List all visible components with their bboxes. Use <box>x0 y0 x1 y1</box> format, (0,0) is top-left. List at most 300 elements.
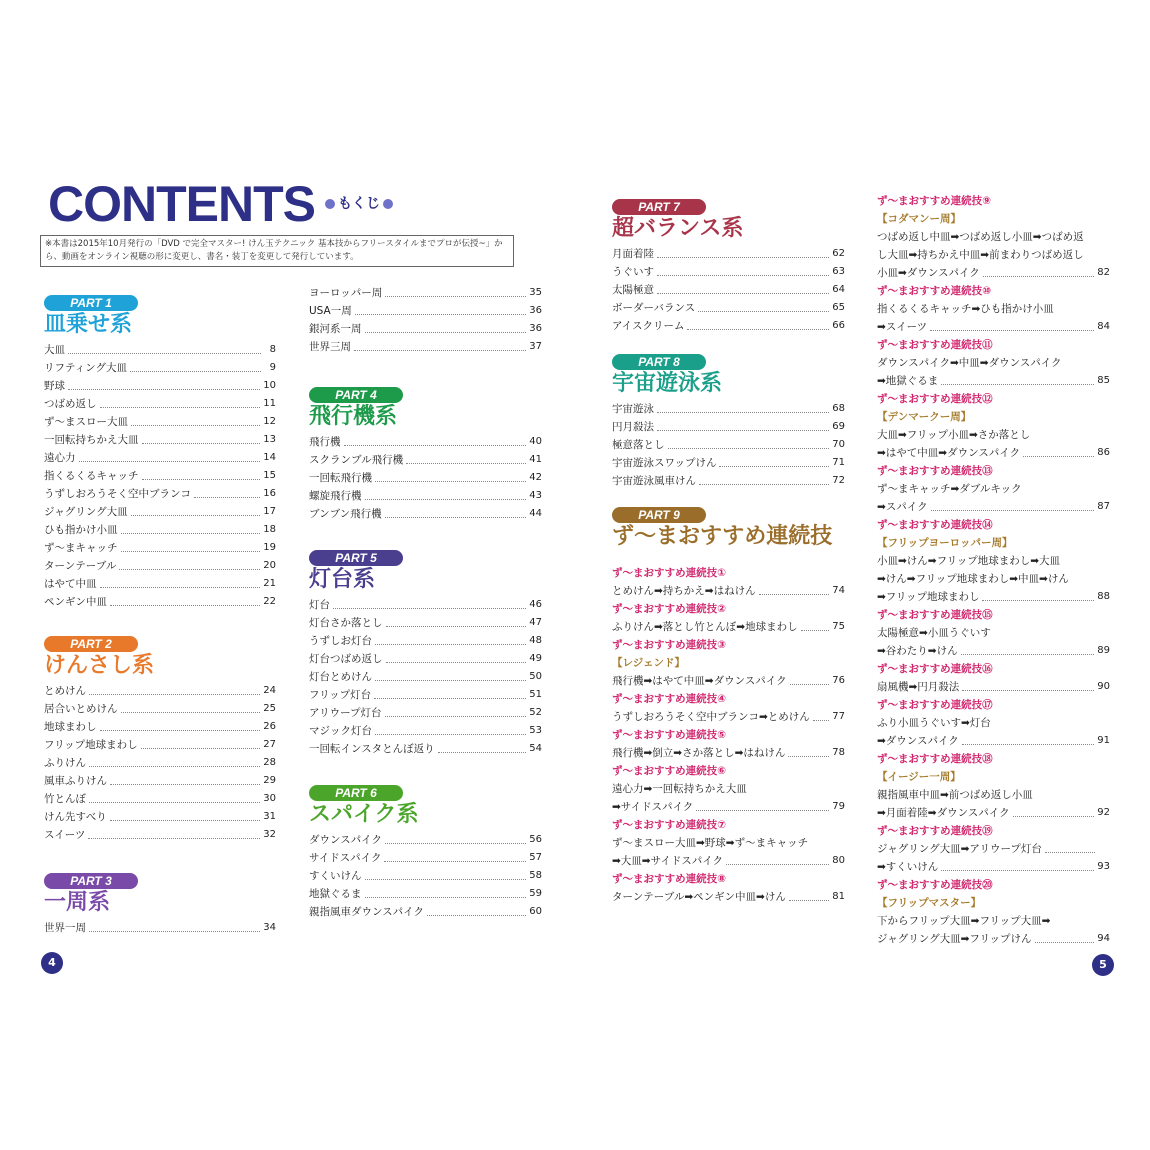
toc-entry-label: ふりけん➡落とし竹とんぼ➡地球まわし <box>612 621 798 633</box>
toc-entry[interactable] <box>309 632 542 650</box>
toc-section <box>44 633 276 844</box>
toc-entry-page: 9 <box>269 362 276 373</box>
toc-entry[interactable] <box>612 418 845 436</box>
toc-entry[interactable] <box>612 744 845 762</box>
toc-entry[interactable] <box>309 668 542 686</box>
section-title: 宇宙遊泳系 <box>612 371 723 396</box>
dot-leader <box>354 350 526 351</box>
toc-entry-page: 25 <box>263 703 276 714</box>
toc-entry-label: 極意落とし <box>612 439 665 451</box>
dot-leader <box>962 690 1094 691</box>
toc-entry[interactable] <box>44 431 276 449</box>
toc-entry-label: サイドスパイク <box>309 852 382 864</box>
toc-entry[interactable] <box>877 588 1110 606</box>
toc-entry-label: 竹とんぼ <box>44 793 86 805</box>
toc-entry-label: アイスクリーム <box>612 320 685 332</box>
toc-entry-page: 90 <box>1097 681 1110 692</box>
dot-leader <box>1013 816 1095 817</box>
toc-entry-label: USA一周 <box>309 305 352 317</box>
toc-entry-page: 68 <box>832 403 845 414</box>
dot-leader <box>930 330 1094 331</box>
section-title: 皿乗せ系 <box>44 312 133 337</box>
toc-entry-label: 大皿 <box>44 344 65 356</box>
toc-entry[interactable] <box>309 849 542 867</box>
toc-entry-page: 94 <box>1097 933 1110 944</box>
toc-entry[interactable] <box>309 284 542 302</box>
dot-leader <box>961 654 1095 655</box>
toc-section <box>44 292 276 611</box>
combo-line: ず～まキャッチ➡ダブルキック <box>877 483 1022 495</box>
toc-entry-label: 地獄ぐるま <box>309 888 362 900</box>
toc-entry[interactable] <box>44 521 276 539</box>
toc-entry-label: 灯台さか落とし <box>309 617 383 629</box>
toc-entry-label: うずしお灯台 <box>309 635 372 647</box>
toc-entry-page: 31 <box>263 811 276 822</box>
dot-leader <box>384 861 526 862</box>
part-badge: PART 9 <box>612 507 706 523</box>
toc-entry-page: 48 <box>529 635 542 646</box>
toc-section <box>612 504 845 550</box>
section-title: 飛行機系 <box>309 404 398 429</box>
toc-section <box>612 351 845 490</box>
toc-entry[interactable] <box>309 302 542 320</box>
toc-entry[interactable] <box>44 503 276 521</box>
combo-heading: ず～まおすすめ連続技⑧ <box>612 873 726 885</box>
dot-leader <box>142 443 261 444</box>
toc-column-3 <box>612 196 845 906</box>
toc-entry[interactable] <box>44 467 276 485</box>
dot-leader <box>657 412 829 413</box>
toc-entry[interactable] <box>309 885 542 903</box>
toc-entry-label: 小皿➡ダウンスパイク <box>877 267 980 279</box>
combo-heading: ず～まおすすめ連続技⑬ <box>877 465 993 477</box>
dot-leader <box>194 497 260 498</box>
toc-entry[interactable] <box>309 596 542 614</box>
section-title: けんさし系 <box>44 653 155 678</box>
toc-entry-label: ジャグリング大皿➡アリウープ灯台 <box>877 843 1042 855</box>
toc-entry[interactable] <box>44 395 276 413</box>
toc-column-2 <box>309 284 542 935</box>
toc-entry[interactable] <box>309 320 542 338</box>
toc-entry-page: 43 <box>529 490 542 501</box>
toc-entry-page: 52 <box>529 707 542 718</box>
dot-leader <box>374 698 526 699</box>
dot-leader <box>119 569 260 570</box>
toc-entry[interactable] <box>877 930 1110 948</box>
toc-entry[interactable] <box>309 686 542 704</box>
toc-entry-page: 70 <box>832 439 845 450</box>
toc-entry-page: 37 <box>529 341 542 352</box>
part-badge: PART 1 <box>44 295 138 311</box>
toc-entry-page: 17 <box>263 506 276 517</box>
toc-entry[interactable] <box>612 708 845 726</box>
dot-leader <box>375 734 526 735</box>
toc-entry-label: 飛行機 <box>309 436 341 448</box>
dot-leader <box>982 600 1094 601</box>
dot-leader <box>110 784 260 785</box>
dot-leader <box>385 296 526 297</box>
toc-entry[interactable] <box>44 919 276 937</box>
dot-leader <box>121 533 261 534</box>
toc-entry[interactable] <box>309 451 542 469</box>
toc-section <box>309 284 542 356</box>
toc-entry[interactable] <box>44 700 276 718</box>
dot-leader <box>385 716 527 717</box>
toc-entry[interactable] <box>44 575 276 593</box>
toc-entry-label: スクランブル飛行機 <box>309 454 404 466</box>
toc-entry-label: はやて中皿 <box>44 578 97 590</box>
toc-entry[interactable] <box>612 672 845 690</box>
toc-entry-page: 71 <box>832 457 845 468</box>
dot-leader <box>100 730 261 731</box>
dot-leader <box>100 407 261 408</box>
toc-entry-label: リフティング大皿 <box>44 362 127 374</box>
dot-leader <box>657 275 829 276</box>
toc-entry[interactable] <box>877 858 1110 876</box>
toc-entry-label: フリップ灯台 <box>309 689 372 701</box>
toc-entry[interactable] <box>44 808 276 826</box>
toc-entry[interactable] <box>612 852 845 870</box>
dot-icon <box>325 199 335 209</box>
part-badge: PART 4 <box>309 387 403 403</box>
toc-section <box>309 384 542 523</box>
dot-leader <box>131 515 261 516</box>
toc-entry[interactable] <box>877 642 1110 660</box>
combo-subtitle: 【イージー一周】 <box>877 771 961 783</box>
part-badge: PART 6 <box>309 785 403 801</box>
combo-line: ➡けん➡フリップ地球まわし➡中皿➡けん <box>877 573 1069 585</box>
toc-entry-label: 扇風機➡円月殺法 <box>877 681 960 693</box>
dot-leader <box>142 479 261 480</box>
toc-entry[interactable] <box>309 338 542 356</box>
combo-heading: ず～まおすすめ連続技③ <box>612 639 726 651</box>
toc-entry[interactable] <box>309 487 542 505</box>
toc-entry-page: 69 <box>832 421 845 432</box>
dot-leader <box>68 389 260 390</box>
toc-entry-label: ず～まスロー大皿 <box>44 416 128 428</box>
toc-entry-label: 宇宙遊泳 <box>612 403 654 415</box>
toc-entry-page: 58 <box>529 870 542 881</box>
toc-entry-label: ➡ダウンスパイク <box>877 735 959 747</box>
toc-entry[interactable] <box>612 888 845 906</box>
toc-entry[interactable] <box>877 732 1110 750</box>
part-badge: PART 2 <box>44 636 138 652</box>
toc-entry-page: 80 <box>832 855 845 866</box>
toc-section <box>309 782 542 921</box>
combo-heading: ず～まおすすめ連続技① <box>612 567 726 579</box>
toc-entry[interactable] <box>309 867 542 885</box>
toc-entry-label: ダウンスパイク <box>309 834 382 846</box>
combo-heading: ず～まおすすめ連続技⑰ <box>877 699 993 711</box>
combo-heading: ず～まおすすめ連続技④ <box>612 693 726 705</box>
toc-column-1 <box>44 292 276 951</box>
dot-leader <box>941 384 1094 385</box>
toc-entry-page: 66 <box>832 320 845 331</box>
toc-entry-label: ➡サイドスパイク <box>612 801 694 813</box>
dot-leader <box>130 371 261 372</box>
toc-entry-page: 32 <box>263 829 276 840</box>
dot-leader <box>100 587 261 588</box>
toc-entry-label: つばめ返し <box>44 398 97 410</box>
dot-leader <box>698 311 829 312</box>
toc-entry[interactable] <box>309 505 542 523</box>
part-badge: PART 7 <box>612 199 706 215</box>
toc-entry-label: ず～まキャッチ <box>44 542 118 554</box>
combo-line: 大皿➡フリップ小皿➡さか落とし <box>877 429 1031 441</box>
toc-entry[interactable] <box>877 804 1110 822</box>
toc-entry-page: 77 <box>832 711 845 722</box>
toc-entry[interactable] <box>44 682 276 700</box>
combo-heading: ず～まおすすめ連続技⑫ <box>877 393 993 405</box>
toc-entry[interactable] <box>309 704 542 722</box>
toc-entry-label: 灯台 <box>309 599 330 611</box>
dot-leader <box>68 353 261 354</box>
toc-entry-label: 一回転持ちかえ大皿 <box>44 434 139 446</box>
toc-entry-label: 野球 <box>44 380 65 392</box>
dot-leader <box>657 430 829 431</box>
toc-entry-label: とめけん➡持ちかえ➡はねけん <box>612 585 756 597</box>
toc-entry[interactable] <box>44 413 276 431</box>
toc-entry-page: 14 <box>263 452 276 463</box>
dot-leader <box>110 820 260 821</box>
dot-leader <box>365 499 527 500</box>
toc-entry-page: 76 <box>832 675 845 686</box>
combo-line: ダウンスパイク➡中皿➡ダウンスパイク <box>877 357 1062 369</box>
dot-leader <box>726 864 829 865</box>
toc-section <box>44 870 276 937</box>
dot-leader <box>365 879 527 880</box>
toc-entry[interactable] <box>612 454 845 472</box>
dot-leader <box>813 720 829 721</box>
dot-leader <box>668 448 830 449</box>
combo-line: 太陽極意➡小皿うぐいす <box>877 627 991 639</box>
combo-line: ず～まスロー大皿➡野球➡ず～まキャッチ <box>612 837 809 849</box>
toc-entry[interactable] <box>612 618 845 636</box>
toc-entry-label: 月面着陸 <box>612 248 654 260</box>
toc-entry-label: 居合いとめけん <box>44 703 118 715</box>
toc-entry-label: ➡はやて中皿➡ダウンスパイク <box>877 447 1021 459</box>
toc-entry-page: 74 <box>832 585 845 596</box>
toc-entry-page: 56 <box>529 834 542 845</box>
combo-heading: ず～まおすすめ連続技⑨ <box>877 195 991 207</box>
toc-entry-label: 銀河系一周 <box>309 323 362 335</box>
combo-subtitle: 【フリップヨーロッパー周】 <box>877 537 1013 549</box>
toc-entry-page: 81 <box>832 891 845 902</box>
combo-heading: ず～まおすすめ連続技⑭ <box>877 519 993 531</box>
dot-leader <box>89 931 260 932</box>
combo-subtitle: 【フリップマスター】 <box>877 897 982 909</box>
combo-line: 小皿➡けん➡フリップ地球まわし➡大皿 <box>877 555 1061 567</box>
toc-entry-page: 36 <box>529 305 542 316</box>
combo-heading: ず～まおすすめ連続技⑲ <box>877 825 993 837</box>
toc-entry-page: 16 <box>263 488 276 499</box>
dot-leader <box>790 684 830 685</box>
toc-entry[interactable] <box>309 722 542 740</box>
toc-entry-label: 世界三周 <box>309 341 351 353</box>
dot-leader <box>386 626 527 627</box>
toc-entry-page: 15 <box>263 470 276 481</box>
toc-entry-page: 57 <box>529 852 542 863</box>
toc-entry[interactable] <box>44 359 276 377</box>
toc-entry-label: ➡すくいけん <box>877 861 939 873</box>
dot-leader <box>1023 456 1094 457</box>
toc-entry-label: 宇宙遊泳風車けん <box>612 475 696 487</box>
toc-entry[interactable] <box>877 498 1110 516</box>
toc-entry-label: 飛行機➡倒立➡さか落とし➡はねけん <box>612 747 786 759</box>
dot-leader <box>375 481 526 482</box>
toc-entry[interactable] <box>44 593 276 611</box>
toc-entry-page: 20 <box>263 560 276 571</box>
toc-entry[interactable] <box>44 449 276 467</box>
combo-heading: ず～まおすすめ連続技⑳ <box>877 879 993 891</box>
toc-entry-page: 46 <box>529 599 542 610</box>
toc-entry-label: 太陽極意 <box>612 284 654 296</box>
toc-entry-label: 世界一周 <box>44 922 86 934</box>
toc-entry-page: 29 <box>263 775 276 786</box>
section-title: 灯台系 <box>309 567 376 592</box>
toc-entry-label: とめけん <box>44 685 86 697</box>
dot-leader <box>121 712 261 713</box>
toc-entry-page: 42 <box>529 472 542 483</box>
dot-leader <box>1045 852 1095 853</box>
combo-line: 遠心力➡一回転持ちかえ大皿 <box>612 783 747 795</box>
toc-entry[interactable] <box>44 341 276 359</box>
toc-entry-label: 風車ふりけん <box>44 775 107 787</box>
dot-leader <box>89 766 260 767</box>
toc-entry-page: 41 <box>529 454 542 465</box>
toc-entry-page: 35 <box>529 287 542 298</box>
dot-leader <box>657 293 829 294</box>
combo-line: 下からフリップ大皿➡フリップ大皿➡ <box>877 915 1051 927</box>
toc-entry-label: ターンテーブル➡ペンギン中皿➡けん <box>612 891 786 903</box>
toc-column-4 <box>877 192 1110 948</box>
toc-entry[interactable] <box>877 840 1110 858</box>
dot-leader <box>931 510 1095 511</box>
toc-entry-page: 28 <box>263 757 276 768</box>
toc-entry[interactable] <box>44 539 276 557</box>
dot-leader <box>1035 942 1095 943</box>
toc-entry-page: 22 <box>263 596 276 607</box>
toc-entry[interactable] <box>612 472 845 490</box>
toc-entry-page: 21 <box>263 578 276 589</box>
toc-entry[interactable] <box>877 264 1110 282</box>
combo-line: し大皿➡持ちかえ中皿➡前まわりつばめ返し <box>877 249 1084 261</box>
toc-entry-label: 宇宙遊泳スワップけん <box>612 457 717 469</box>
toc-entry-label: ボーダーバランス <box>612 302 696 314</box>
toc-entry-label: ジャグリング大皿 <box>44 506 128 518</box>
toc-entry[interactable] <box>44 485 276 503</box>
combo-line: 親指風車中皿➡前つばめ返し小皿 <box>877 789 1033 801</box>
toc-entry[interactable] <box>612 245 845 263</box>
dot-leader <box>355 314 527 315</box>
combo-heading: ず～まおすすめ連続技② <box>612 603 726 615</box>
toc-entry-label: ➡フリップ地球まわし <box>877 591 980 603</box>
toc-entry[interactable] <box>612 263 845 281</box>
section-title: 超バランス系 <box>612 216 744 241</box>
toc-entry[interactable] <box>44 736 276 754</box>
dot-leader <box>699 484 829 485</box>
toc-entry[interactable] <box>612 400 845 418</box>
toc-entry-page: 91 <box>1097 735 1110 746</box>
toc-entry-page: 50 <box>529 671 542 682</box>
toc-entry[interactable] <box>44 557 276 575</box>
toc-entry-page: 82 <box>1097 267 1110 278</box>
toc-entry[interactable] <box>44 790 276 808</box>
toc-entry-page: 36 <box>529 323 542 334</box>
combo-heading: ず～まおすすめ連続技⑯ <box>877 663 993 675</box>
dot-leader <box>386 662 527 663</box>
toc-entry-page: 18 <box>263 524 276 535</box>
dot-leader <box>657 257 829 258</box>
toc-entry-page: 93 <box>1097 861 1110 872</box>
toc-entry[interactable] <box>44 377 276 395</box>
toc-entry[interactable] <box>612 798 845 816</box>
toc-entry[interactable] <box>612 582 845 600</box>
toc-entry-label: すくいけん <box>309 870 362 882</box>
dot-leader <box>385 843 526 844</box>
toc-entry[interactable] <box>309 614 542 632</box>
toc-entry-page: 34 <box>263 922 276 933</box>
toc-entry[interactable] <box>44 772 276 790</box>
toc-entry-label: うずしおろうそく空中ブランコ <box>44 488 191 500</box>
toc-entry[interactable] <box>309 903 542 921</box>
toc-entry[interactable] <box>44 718 276 736</box>
toc-entry-page: 59 <box>529 888 542 899</box>
section-title: ず～まおすすめ連続技 <box>612 524 833 549</box>
toc-entry[interactable] <box>309 740 542 758</box>
toc-entry-page: 64 <box>832 284 845 295</box>
toc-entry[interactable] <box>877 678 1110 696</box>
toc-entry-page: 78 <box>832 747 845 758</box>
toc-entry-label: アリウープ灯台 <box>309 707 382 719</box>
toc-entry[interactable] <box>309 831 542 849</box>
toc-entry[interactable] <box>877 372 1110 390</box>
toc-entry-page: 26 <box>263 721 276 732</box>
toc-entry[interactable] <box>877 444 1110 462</box>
toc-entry-label: ➡月面着陸➡ダウンスパイク <box>877 807 1010 819</box>
toc-entry-label: 指くるくるキャッチ <box>44 470 139 482</box>
toc-entry-page: 60 <box>529 906 542 917</box>
toc-entry-page: 65 <box>832 302 845 313</box>
toc-entry-label: マジック灯台 <box>309 725 372 737</box>
toc-entry[interactable] <box>309 650 542 668</box>
toc-entry[interactable] <box>309 469 542 487</box>
dot-leader <box>759 594 830 595</box>
toc-entry[interactable] <box>612 281 845 299</box>
dot-leader <box>385 517 527 518</box>
toc-entry-page: 51 <box>529 689 542 700</box>
toc-entry[interactable] <box>44 826 276 844</box>
dot-leader <box>801 630 830 631</box>
toc-entry-page: 89 <box>1097 645 1110 656</box>
toc-entry[interactable] <box>612 317 845 335</box>
dot-leader <box>88 838 260 839</box>
dot-leader <box>121 551 261 552</box>
combo-heading: ず～まおすすめ連続技⑦ <box>612 819 726 831</box>
toc-entry-page: 79 <box>832 801 845 812</box>
toc-entry-label: 地球まわし <box>44 721 97 733</box>
toc-entry[interactable] <box>309 433 542 451</box>
toc-entry-page: 63 <box>832 266 845 277</box>
page-subtitle: もくじ <box>322 193 396 213</box>
toc-entry-label: ブンブン飛行機 <box>309 508 382 520</box>
toc-entry[interactable] <box>44 754 276 772</box>
toc-entry[interactable] <box>612 299 845 317</box>
dot-leader <box>141 748 261 749</box>
toc-entry[interactable] <box>877 318 1110 336</box>
toc-entry-label: スイーツ <box>44 829 86 841</box>
toc-entry[interactable] <box>612 436 845 454</box>
